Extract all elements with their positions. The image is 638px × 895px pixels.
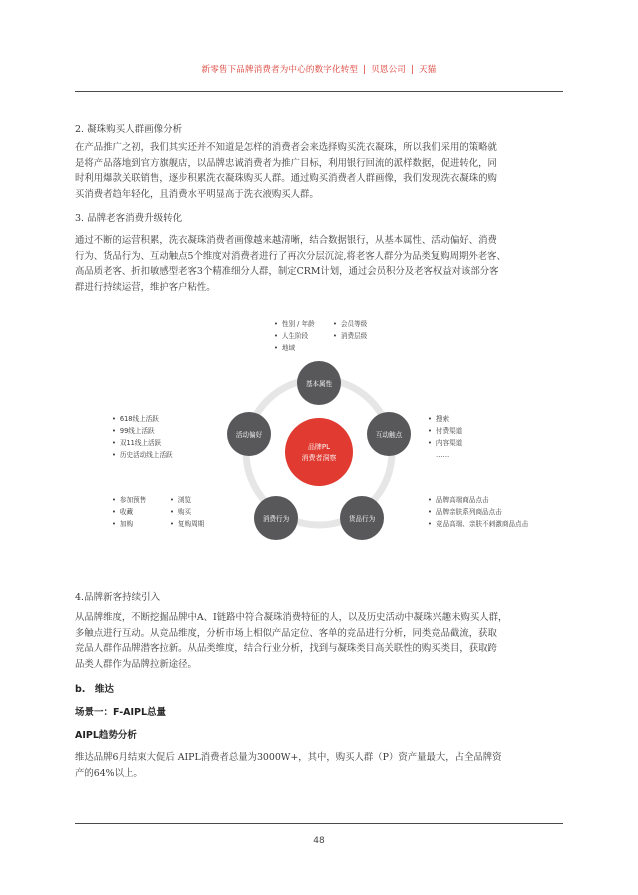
header-partner: 天猫 [419,65,437,75]
list-item: • 双11线上活跃 [112,437,173,449]
interaction-list [428,413,462,461]
list-item: • 性别 / 年龄 [274,318,315,330]
page-number: 48 [313,836,325,846]
scene-heading: 场景一：F-AIPL总量 [75,707,167,718]
list-item: • 品牌高端商品点击 [428,494,528,506]
paragraph-line: 通过不断的运营积累，洗衣凝珠消费者画像越来越清晰，结合数据银行，从基本属性、活动偏好、消费 [75,235,497,246]
list-item: • 参加预售 [112,494,146,506]
paragraph-line: 时利用爆款关联销售，逐步积累洗衣凝珠购买人群。通过购买消费者人群画像，我们发现洗衣凝珠的购 [75,173,497,184]
paragraph-line: 群进行持续运营，维护客户粘性。 [75,281,216,293]
paragraph-line: 维达品牌6月结束大促后 AIPL消费者总量为3000W+，其中，购买人群（P）资产量最大，占全品牌资 [75,752,502,763]
section-4-paragraph [75,610,563,672]
footer-rule [75,823,563,824]
aipl-heading: AIPL趋势分析 [75,730,137,741]
paragraph-line: 产的64%以上。 [75,767,143,779]
subsection-b-heading: b. 维达 [75,684,114,695]
header-separator: | [363,65,367,75]
list-item: • 人生阶段 [274,330,315,342]
paragraph-line: 多触点进行互动。从竞品维度，分析市场上相似产品定位、客单的竞品进行分析，同类竞品截流，获取 [75,627,497,639]
activity-list [112,413,173,461]
list-item: • 内容渠道 [428,437,462,449]
header-separator: | [411,65,415,75]
paragraph-line: 竞品人群作品牌潜客拉新。从品类维度，结合行业分析，找到与凝珠类目高关联性的购买类目，获取跨 [75,643,497,654]
basic-attributes-list-left [274,318,315,354]
node-basic-label: 基本属性 [305,380,333,388]
list-item: • 复购周期 [170,518,204,530]
center-label-line1: 品牌PL [307,443,331,451]
goods-list [428,494,528,530]
header-title: 新零售下品牌消费者为中心的数字化转型 [201,65,359,75]
list-item: • 99线上活跃 [112,425,173,437]
list-item: • 会员等级 [333,318,367,330]
node-consumption-label: 消费行为 [262,515,290,523]
center-node [285,418,353,486]
center-label-line2: 消费者洞察 [301,454,337,462]
list-item: • 618线上活跃 [112,413,173,425]
section-3-heading: 3. 品牌老客消费升级转化 [75,213,183,224]
list-ellipsis: …… [436,451,450,459]
list-item: • 收藏 [112,506,146,518]
basic-attributes-list-right [333,318,367,342]
list-item: • 搜索 [428,413,462,425]
list-item: • 加购 [112,518,146,530]
list-item: • 竞品高端、亲肤不刺激商品点击 [428,518,528,530]
list-item: • 付费渠道 [428,425,462,437]
paragraph-line: 在产品推广之初，我们其实还并不知道是怎样的消费者会来选择购买洗衣凝珠，所以我们采用的策略就 [75,142,497,153]
paragraph-line: 从品牌维度，不断挖掘品牌中A、I链路中符合凝珠消费特征的人，以及历史活动中凝珠兴趣未购买人群， [75,612,508,623]
closing-paragraph [75,750,563,781]
list-item: • 品牌亲肤系列商品点击 [428,506,528,518]
header-company: 贝恩公司 [371,65,406,75]
paragraph-line: 买消费者趋年轻化，且消费水平明显高于洗衣液购买人群。 [75,188,319,200]
paragraph-line: 品类人群作为品牌拉新途径。 [75,658,197,670]
section-4-heading: 4.品牌新客持续引入 [75,592,161,603]
list-item: • 地域 [274,342,315,354]
list-item: • 历史活动线上活跃 [112,449,173,461]
paragraph-line: 是将产品落地到官方旗舰店，以品牌忠诚消费者为推广目标，利用银行回流的派样数据，促进转化，同 [75,157,497,169]
list-item: • 浏览 [170,494,204,506]
consumption-list-right [170,494,204,530]
list-item: • 购买 [170,506,204,518]
section-2-heading: 2. 凝珠购买人群画像分析 [75,124,183,135]
node-activity-label: 活动偏好 [235,431,263,439]
node-interaction-label: 互动触点 [375,431,403,439]
paragraph-line: 高品质老客、折扣敏感型老客3个精准细分人群，制定CRM计划，通过会员积分及老客权益对该部分客 [75,266,499,277]
paragraph-line: 行为、货品行为、互动触点5个维度对消费者进行了再次分层沉淀,将老客人群分为品类复购周期外老客、 [75,250,506,262]
list-item: • 消费层级 [333,330,367,342]
node-goods-label: 货品行为 [348,515,376,523]
consumption-list-left [112,494,146,530]
